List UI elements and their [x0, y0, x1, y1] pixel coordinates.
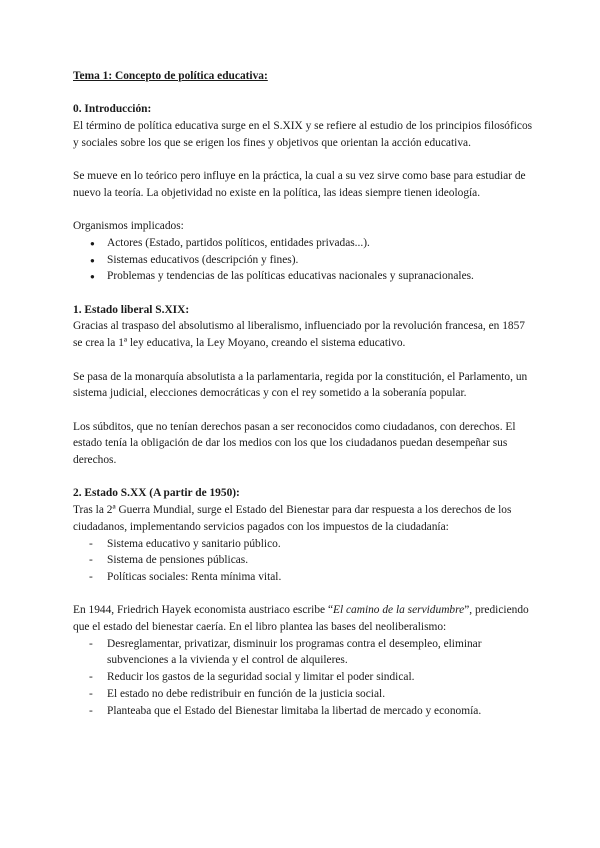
section-0-paragraph-3: Organismos implicados: [73, 220, 184, 233]
section-0-paragraph-2: Se mueve en lo teórico pero influye en la práctica, la cual a su vez sirve como base para estudiar de nuevo la teoría. La objetividad no existe en la política, las ideas siempre tienen ideología. [73, 170, 526, 199]
document-page [73, 68, 533, 719]
list-item: - Sistema de pensiones públicas. [73, 552, 533, 569]
section-2-paragraph-2: En 1944, Friedrich Hayek economista austriaco escribe “El camino de la servidumbre”, prediciendo que el estado del bienestar caería. En el libro plantea las bases del neoliberalismo: [73, 604, 529, 634]
bienestar-list [73, 536, 533, 586]
dash-icon: - [89, 671, 93, 684]
list-item: ● Sistemas educativos (descripción y fines). [73, 252, 533, 269]
list-item: - Sistema educativo y sanitario público. [73, 536, 533, 553]
list-item: ● Problemas y tendencias de las políticas educativas nacionales y supranacionales. [73, 268, 533, 285]
list-item: - Desreglamentar, privatizar, disminuir los programas contra el desempleo, eliminar subvenciones a la vivienda y el control de alquileres. [89, 637, 482, 667]
neoliberalismo-list [73, 636, 533, 720]
organismos-list [73, 235, 533, 285]
dash-icon: - [89, 687, 93, 700]
section-1-heading: 1. Estado liberal S.XIX: [73, 303, 190, 316]
dash-icon: - [89, 637, 93, 650]
book-title: El camino de la servidumbre [333, 604, 465, 617]
section-1-paragraph-3: Los súbditos, que no tenían derechos pasan a ser reconocidos como ciudadanos, con derechos. El estado tenía la obligación de dar los medios con los que los ciudadanos puedan desempeñar sus derechos. [73, 420, 516, 467]
bullet-icon: ● [90, 255, 95, 265]
document-title: Tema 1: Concepto de política educativa: [73, 70, 268, 82]
dash-icon: - [89, 537, 93, 550]
list-item: - El estado no debe redistribuir en función de la justicia social. [73, 686, 533, 703]
dash-icon: - [89, 554, 93, 567]
section-1-paragraph-2: Se pasa de la monarquía absolutista a la parlamentaria, regida por la constitución, el Parlamento, un sistema judicial, elecciones democráticas y con el rey sometido a la soberanía popular. [73, 370, 528, 400]
bullet-icon: ● [90, 272, 95, 282]
section-2-heading: 2. Estado S.XX (A partir de 1950): [73, 487, 240, 500]
section-2-paragraph-1: Tras la 2ª Guerra Mundial, surge el Estado del Bienestar para dar respuesta a los derechos de los ciudadanos, implementando servicios pagados con los impuestos de la ciudadanía: [73, 504, 512, 533]
bullet-icon: ● [90, 238, 95, 248]
dash-icon: - [89, 570, 93, 583]
list-item: - Reducir los gastos de la seguridad social y limitar el poder sindical. [73, 669, 533, 686]
dash-icon: - [89, 704, 93, 717]
section-1-paragraph-1: Gracias al traspaso del absolutismo al liberalismo, influenciado por la revolución francesa, en 1857 se crea la 1ª ley educativa, la Ley Moyano, creando el sistema educativo. [73, 320, 525, 350]
section-0-paragraph-1: El término de política educativa surge en el S.XIX y se refiere al estudio de los principios filosóficos y sociales sobre los que se erigen los fines y objetivos que orientan la acción educativa. [73, 120, 533, 149]
list-item: - Planteaba que el Estado del Bienestar limitaba la libertad de mercado y economía. [73, 703, 533, 720]
list-item: - Políticas sociales: Renta mínima vital. [73, 569, 533, 586]
list-item: ● Actores (Estado, partidos políticos, entidades privadas...). [73, 235, 533, 252]
section-0-heading: 0. Introducción: [73, 103, 152, 116]
